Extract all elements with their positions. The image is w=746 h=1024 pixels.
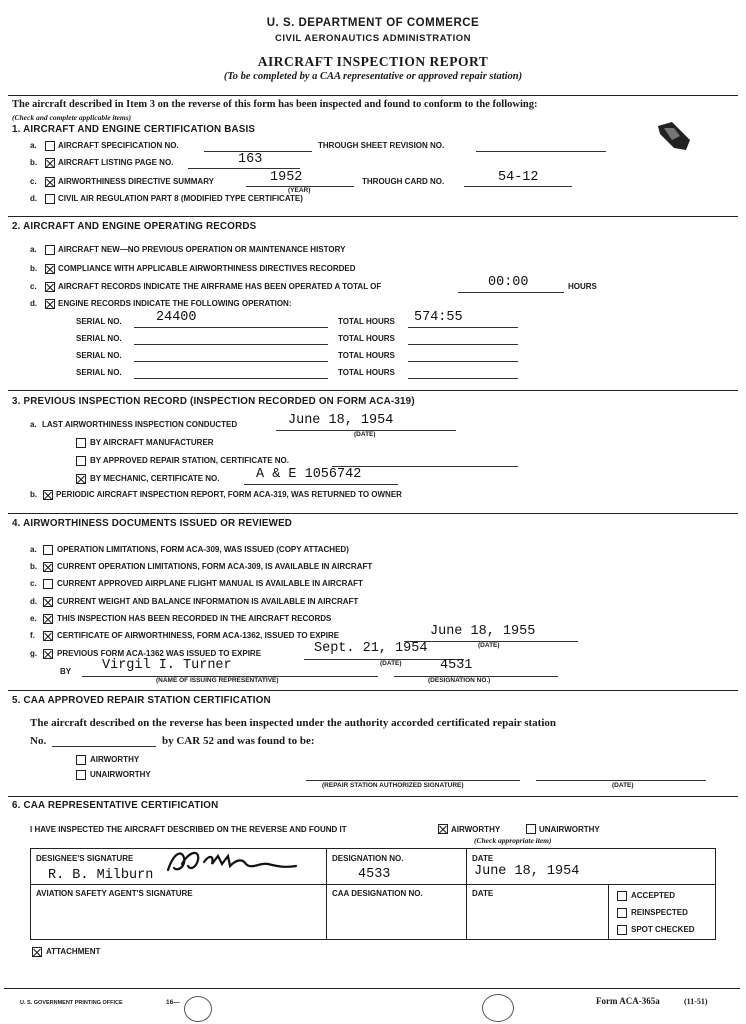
serial-field-3[interactable] bbox=[134, 361, 328, 362]
hours-value-1: 574:55 bbox=[414, 310, 463, 325]
s2-c-label: AIRCRAFT RECORDS INDICATE THE AIRFRAME HAS BEEN OPERATED A TOTAL OF bbox=[58, 282, 382, 291]
divider bbox=[8, 95, 738, 96]
serial-value-1: 24400 bbox=[156, 310, 197, 325]
s4-by-label: BY bbox=[60, 667, 72, 676]
s1-c-card-value: 54-12 bbox=[498, 170, 539, 185]
reinspected-label: REINSPECTED bbox=[631, 908, 688, 917]
reinspected-checkbox[interactable] bbox=[617, 908, 627, 918]
s2-c-hours-label: HOURS bbox=[568, 282, 597, 291]
item-letter: c. bbox=[30, 177, 37, 186]
s6-airworthy-checkbox[interactable] bbox=[438, 824, 448, 834]
s3-mechanic-label: BY MECHANIC, CERTIFICATE NO. bbox=[90, 474, 220, 483]
stamp-mark-icon bbox=[652, 118, 694, 158]
s1-a-revision-field[interactable] bbox=[476, 151, 606, 152]
s1-c-checkbox[interactable] bbox=[45, 177, 55, 187]
s5-statement: The aircraft described on the reverse has been inspected under the authority accorded certificated repair station bbox=[30, 717, 556, 729]
s4-d-label: CURRENT WEIGHT AND BALANCE INFORMATION IS AVAILABLE IN AIRCRAFT bbox=[57, 597, 359, 606]
s3-manufacturer-label: BY AIRCRAFT MANUFACTURER bbox=[90, 438, 214, 447]
printer-credit: U. S. GOVERNMENT PRINTING OFFICE bbox=[20, 1000, 123, 1006]
s5-airworthy-label: AIRWORTHY bbox=[90, 755, 140, 764]
s2-a-label: AIRCRAFT NEW—NO PREVIOUS OPERATION OR MAINTENANCE HISTORY bbox=[58, 245, 346, 254]
s5-unairworthy-checkbox[interactable] bbox=[76, 770, 86, 780]
s2-c-hours-value: 00:00 bbox=[488, 275, 529, 290]
s3-mechanic-checkbox[interactable] bbox=[76, 474, 86, 484]
s4-g-checkbox[interactable] bbox=[43, 649, 53, 659]
section-4-title: 4. AIRWORTHINESS DOCUMENTS ISSUED OR REVIEWED bbox=[12, 518, 293, 529]
item-letter: a. bbox=[30, 141, 37, 150]
s1-a-label: AIRCRAFT SPECIFICATION NO. bbox=[58, 141, 179, 150]
hours-field-2[interactable] bbox=[408, 344, 518, 345]
hours-field-3[interactable] bbox=[408, 361, 518, 362]
s1-b-label: AIRCRAFT LISTING PAGE NO. bbox=[58, 158, 174, 167]
s5-unairworthy-label: UNAIRWORTHY bbox=[90, 770, 151, 779]
agency-line-2: CIVIL AERONAUTICS ADMINISTRATION bbox=[275, 33, 471, 44]
s3-a-date-value: June 18, 1954 bbox=[288, 413, 394, 428]
serial-label: SERIAL NO. bbox=[76, 351, 122, 360]
form-subtitle: (To be completed by a CAA representative or approved repair station) bbox=[223, 71, 523, 82]
designation-no-value: 4533 bbox=[358, 867, 391, 882]
s1-c-card-field[interactable] bbox=[464, 186, 572, 187]
s1-a-checkbox[interactable] bbox=[45, 141, 55, 151]
s2-b-checkbox[interactable] bbox=[45, 264, 55, 274]
table-col-divider bbox=[326, 848, 327, 940]
s3-a-label: LAST AIRWORTHINESS INSPECTION CONDUCTED bbox=[42, 420, 238, 429]
section-1-title: 1. AIRCRAFT AND ENGINE CERTIFICATION BASIS bbox=[12, 124, 256, 135]
form-number: Form ACA-365a bbox=[596, 996, 660, 1006]
s5-station-number-field[interactable] bbox=[52, 746, 156, 747]
punch-hole-icon bbox=[482, 994, 514, 1022]
item-letter: e. bbox=[30, 614, 37, 623]
serial-label: SERIAL NO. bbox=[76, 317, 122, 326]
date-label-2: DATE bbox=[472, 889, 494, 898]
s5-car-text: by CAR 52 and was found to be: bbox=[162, 735, 315, 747]
item-letter: b. bbox=[30, 158, 38, 167]
s2-b-label: COMPLIANCE WITH APPLICABLE AIRWORTHINESS DIRECTIVES RECORDED bbox=[58, 264, 356, 273]
s1-c-label: AIRWORTHINESS DIRECTIVE SUMMARY bbox=[58, 177, 215, 186]
intro-note: (Check and complete applicable items) bbox=[12, 113, 132, 122]
agent-signature-label: AVIATION SAFETY AGENT'S SIGNATURE bbox=[36, 889, 193, 898]
s4-e-label: THIS INSPECTION HAS BEEN RECORDED IN THE AIRCRAFT RECORDS bbox=[57, 614, 332, 623]
s6-unairworthy-checkbox[interactable] bbox=[526, 824, 536, 834]
designee-name-value: R. B. Milburn bbox=[48, 868, 154, 883]
s5-signature-field[interactable] bbox=[306, 780, 520, 781]
spot-checked-checkbox[interactable] bbox=[617, 925, 627, 935]
table-row-divider bbox=[30, 884, 716, 885]
divider bbox=[8, 390, 738, 391]
item-letter: d. bbox=[30, 597, 38, 606]
s1-a-through-label: THROUGH SHEET REVISION NO. bbox=[318, 141, 445, 150]
s1-d-checkbox[interactable] bbox=[45, 194, 55, 204]
item-letter: f. bbox=[30, 631, 35, 640]
s5-date-caption: (DATE) bbox=[612, 782, 634, 789]
total-hours-label: TOTAL HOURS bbox=[338, 317, 395, 326]
item-letter: d. bbox=[30, 299, 38, 308]
s2-c-hours-field[interactable] bbox=[458, 292, 564, 293]
serial-field-4[interactable] bbox=[134, 378, 328, 379]
s1-d-label: CIVIL AIR REGULATION PART 8 (MODIFIED TYPE CERTIFICATE) bbox=[58, 194, 303, 203]
item-letter: c. bbox=[30, 579, 37, 588]
serial-label: SERIAL NO. bbox=[76, 334, 122, 343]
serial-field-1[interactable] bbox=[134, 327, 328, 328]
item-letter: g. bbox=[30, 649, 38, 658]
s4-e-checkbox[interactable] bbox=[43, 614, 53, 624]
table-col-divider bbox=[466, 848, 467, 940]
accepted-label: ACCEPTED bbox=[631, 891, 676, 900]
agency-line-1: U. S. DEPARTMENT OF COMMERCE bbox=[266, 17, 480, 29]
divider bbox=[8, 796, 738, 797]
s3-mechanic-cert-value: A & E 1056742 bbox=[256, 467, 362, 482]
s1-c-through-label: THROUGH CARD NO. bbox=[362, 177, 445, 186]
item-letter: b. bbox=[30, 490, 38, 499]
s4-a-checkbox[interactable] bbox=[43, 545, 53, 555]
s4-designation-caption: (DESIGNATION NO.) bbox=[428, 677, 491, 684]
s3-b-checkbox[interactable] bbox=[43, 490, 53, 500]
item-letter: a. bbox=[30, 545, 37, 554]
s2-a-checkbox[interactable] bbox=[45, 245, 55, 255]
serial-field-2[interactable] bbox=[134, 344, 328, 345]
section-5-title: 5. CAA APPROVED REPAIR STATION CERTIFICATION bbox=[12, 695, 271, 706]
date-label: DATE bbox=[472, 854, 494, 863]
s4-f-date-value: June 18, 1955 bbox=[430, 624, 536, 639]
intro-text: The aircraft described in Item 3 on the reverse of this form has been inspected and found to conform to the following: bbox=[12, 99, 538, 110]
s4-f-checkbox[interactable] bbox=[43, 631, 53, 641]
total-hours-label: TOTAL HOURS bbox=[338, 351, 395, 360]
s4-representative-caption: (NAME OF ISSUING REPRESENTATIVE) bbox=[156, 677, 279, 684]
s4-designation-value: 4531 bbox=[440, 658, 473, 673]
s5-signature-caption: (REPAIR STATION AUTHORIZED SIGNATURE) bbox=[322, 782, 464, 789]
divider bbox=[8, 690, 738, 691]
s5-no-label: No. bbox=[30, 735, 47, 747]
s2-d-label: ENGINE RECORDS INDICATE THE FOLLOWING OPERATION: bbox=[58, 299, 292, 308]
total-hours-label: TOTAL HOURS bbox=[338, 334, 395, 343]
s4-representative-value: Virgil I. Turner bbox=[102, 658, 232, 673]
printer-code: 16— bbox=[166, 999, 180, 1006]
s6-statement: I HAVE INSPECTED THE AIRCRAFT DESCRIBED ON THE REVERSE AND FOUND IT bbox=[30, 825, 347, 834]
s6-check-note: (Check appropriate item) bbox=[474, 836, 552, 845]
s4-b-checkbox[interactable] bbox=[43, 562, 53, 572]
designee-signature-label: DESIGNEE'S SIGNATURE bbox=[36, 854, 134, 863]
date-value: June 18, 1954 bbox=[474, 864, 580, 879]
s4-g-date-value: Sept. 21, 1954 bbox=[314, 641, 428, 656]
table-col-divider bbox=[608, 884, 609, 940]
s4-g-label: PREVIOUS FORM ACA-1362 WAS ISSUED TO EXPIRE bbox=[57, 649, 262, 658]
section-6-title: 6. CAA REPRESENTATIVE CERTIFICATION bbox=[12, 800, 219, 811]
serial-label: SERIAL NO. bbox=[76, 368, 122, 377]
s4-c-label: CURRENT APPROVED AIRPLANE FLIGHT MANUAL IS AVAILABLE IN AIRCRAFT bbox=[57, 579, 363, 588]
s4-a-label: OPERATION LIMITATIONS, FORM ACA-309, WAS ISSUED (COPY ATTACHED) bbox=[57, 545, 349, 554]
s4-d-checkbox[interactable] bbox=[43, 597, 53, 607]
divider bbox=[8, 216, 738, 217]
s4-c-checkbox[interactable] bbox=[43, 579, 53, 589]
s2-d-checkbox[interactable] bbox=[45, 299, 55, 309]
s4-f-label: CERTIFICATE OF AIRWORTHINESS, FORM ACA-1362, ISSUED TO EXPIRE bbox=[57, 631, 340, 640]
section-2-title: 2. AIRCRAFT AND ENGINE OPERATING RECORDS bbox=[12, 221, 257, 232]
s3-manufacturer-checkbox[interactable] bbox=[76, 438, 86, 448]
item-letter: b. bbox=[30, 264, 38, 273]
item-letter: d. bbox=[30, 194, 38, 203]
s1-b-value: 163 bbox=[238, 152, 263, 167]
s5-date-field[interactable] bbox=[536, 780, 706, 781]
s3-b-label: PERIODIC AIRCRAFT INSPECTION REPORT, FORM ACA-319, WAS RETURNED TO OWNER bbox=[56, 490, 402, 499]
punch-hole-icon bbox=[184, 996, 212, 1022]
s6-unairworthy-label: UNAIRWORTHY bbox=[539, 825, 600, 834]
hours-field-4[interactable] bbox=[408, 378, 518, 379]
caa-designation-label: CAA DESIGNATION NO. bbox=[332, 889, 423, 898]
accepted-checkbox[interactable] bbox=[617, 891, 627, 901]
attachment-checkbox[interactable] bbox=[32, 947, 42, 957]
s1-b-checkbox[interactable] bbox=[45, 158, 55, 168]
item-letter: a. bbox=[30, 245, 37, 254]
divider bbox=[8, 513, 738, 514]
s4-f-date-caption: (DATE) bbox=[478, 642, 500, 649]
designee-signature-icon bbox=[160, 844, 300, 880]
form-title: AIRCRAFT INSPECTION REPORT bbox=[257, 54, 489, 69]
item-letter: c. bbox=[30, 282, 37, 291]
form-revision: (11-51) bbox=[684, 997, 708, 1006]
attachment-label: ATTACHMENT bbox=[46, 947, 101, 956]
s3-repair-station-checkbox[interactable] bbox=[76, 456, 86, 466]
section-3-title: 3. PREVIOUS INSPECTION RECORD (INSPECTION RECORDED ON FORM ACA-319) bbox=[12, 396, 415, 407]
s1-c-year-value: 1952 bbox=[270, 170, 303, 185]
s2-c-checkbox[interactable] bbox=[45, 282, 55, 292]
item-letter: b. bbox=[30, 562, 38, 571]
s6-airworthy-label: AIRWORTHY bbox=[451, 825, 501, 834]
hours-field-1[interactable] bbox=[408, 327, 518, 328]
s4-b-label: CURRENT OPERATION LIMITATIONS, FORM ACA-309, IS AVAILABLE IN AIRCRAFT bbox=[57, 562, 373, 571]
footer-divider bbox=[4, 988, 740, 989]
total-hours-label: TOTAL HOURS bbox=[338, 368, 395, 377]
designation-no-label: DESIGNATION NO. bbox=[332, 854, 404, 863]
item-letter: a. bbox=[30, 420, 37, 429]
s1-b-field[interactable] bbox=[188, 168, 300, 169]
s4-g-date-caption: (DATE) bbox=[380, 660, 402, 667]
s3-repair-station-label: BY APPROVED REPAIR STATION, CERTIFICATE NO. bbox=[90, 456, 289, 465]
s3-a-date-caption: (DATE) bbox=[354, 431, 376, 438]
s5-airworthy-checkbox[interactable] bbox=[76, 755, 86, 765]
s1-c-year-caption: (YEAR) bbox=[288, 187, 311, 194]
spot-checked-label: SPOT CHECKED bbox=[631, 925, 695, 934]
s3-mechanic-cert-field[interactable] bbox=[244, 484, 398, 485]
